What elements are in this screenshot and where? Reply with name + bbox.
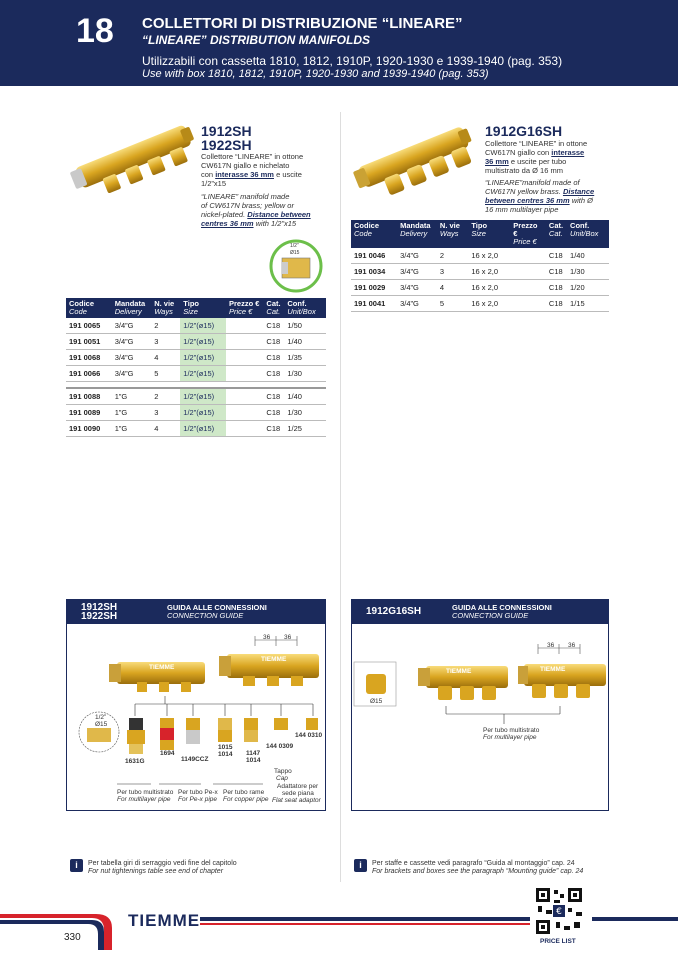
table-row: 191 0041 3/4”G 5 16 x 2,0 C18 1/15 [351, 296, 609, 312]
part-1631g: 1631G [125, 758, 145, 765]
part-144-0310: 144 0310 [295, 732, 323, 739]
brand-mark: TIEMME [446, 668, 472, 675]
table-header-row: Codice Code Mandata Delivery N. vie Ways Tipo Size Prezzo € Price € Cat. Cat. Conf. Unit/Box [66, 298, 326, 318]
chapter-number: 18 [76, 12, 114, 50]
footer-swoosh-icon [0, 910, 132, 950]
footer-bar [592, 917, 678, 921]
table-row: 191 0034 3/4”G 3 16 x 2,0 C18 1/30 [351, 264, 609, 280]
qr-label: PRICE LIST [540, 938, 576, 945]
adaptor-label-en: Flat seat adaptor [272, 797, 321, 804]
inset-label-diameter: Ø15 [95, 721, 108, 728]
inset-label-size: 1/2” [95, 714, 107, 721]
table-row: 191 0051 3/4”G 3 1/2”(ø15) C18 1/40 [66, 334, 326, 350]
brand-mark: TIEMME [540, 666, 566, 673]
product-description-right: Collettore “LINEARE” in ottone CW617N giallo con interasse 36 mm e uscite per tubo multistrato da Ø 16 mm “LINEARE”manifold made of CW617N yellow brass. Distance between centres 36 mm with Ø 16 mm multilayer pipe [485, 139, 595, 214]
dim-label: 36 [547, 642, 555, 649]
table-row: 191 0066 3/4”G 5 1/2”(ø15) C18 1/30 [66, 366, 326, 382]
table-row: 191 0068 3/4”G 4 1/2”(ø15) C18 1/35 [66, 350, 326, 366]
adaptor-label-it-1: Adattatore per [277, 783, 319, 790]
connection-guide-right [351, 599, 609, 811]
multilayer-label-it: Per tubo multistrato [117, 789, 174, 796]
svg-text:€: € [556, 907, 562, 917]
usage-note-en: Use with box 1810, 1812, 1910P, 1920-1930 and 1939-1940 (pag. 353) [142, 68, 489, 80]
part-1694: 1694 [160, 750, 175, 757]
footer-bar [200, 917, 530, 921]
pex-label-it: Per tubo Pe-x [178, 789, 218, 796]
part-1015: 1015 [218, 744, 233, 751]
part-1149ccz: 1149CCZ [181, 756, 209, 763]
copper-label-en: For copper pipe [223, 796, 269, 803]
part-144-0309: 144 0309 [266, 743, 294, 750]
product-description-left: Collettore “LINEARE” in ottone CW617N giallo e nichelato con interasse 36 mm e uscite 1/2”x15 “LINEARE” manifold made of CW617N brass; yellow or nickel-plated. Distance between centres 36 mm with 1/2”x15 [201, 152, 311, 228]
part-1014: 1014 [246, 757, 261, 764]
manifold-1912sh-image [66, 112, 198, 200]
usage-note-it: Utilizzabili con cassetta 1810, 1812, 1910P, 1920-1930 e 1939-1940 (pag. 353) [142, 54, 563, 68]
footer-brand-logo: TIEMME [128, 911, 201, 930]
page-subtitle: “LINEARE” DISTRIBUTION MANIFOLDS [142, 33, 370, 47]
dim-label: 36 [284, 634, 292, 641]
qr-code-icon[interactable] [534, 886, 584, 936]
multilayer-label-it: Per tubo multistrato [483, 727, 540, 734]
guide-header: 1912G16SH GUIDA ALLE CONNESSIONI CONNECTION GUIDE [352, 600, 608, 624]
info-icon: i [354, 859, 367, 872]
dim-label: 36 [263, 634, 271, 641]
table-row: 191 0088 1”G 2 1/2”(ø15) C18 1/40 [66, 388, 326, 405]
brand-mark: TIEMME [261, 656, 287, 663]
product-table-left [66, 298, 326, 437]
badge-label-size: 1/2” [290, 243, 299, 249]
table-row: 191 0090 1”G 4 1/2”(ø15) C18 1/25 [66, 420, 326, 436]
product-code-1912g16sh: 1912G16SH [485, 123, 563, 139]
badge-label-diameter: Ø15 [290, 250, 300, 256]
note-right: Per staffe e cassette vedi paragrafo “Guida al montaggio” cap. 24 For brackets and boxes see the paragraph “Mounting guide” cap. 24 [372, 860, 584, 875]
note-left: Per tabella giri di serraggio vedi fine del capitolo For nut tightenings table see end of chapter [88, 860, 237, 875]
guide-header: 1912SH 1922SH GUIDA ALLE CONNESSIONI CONNECTION GUIDE [67, 600, 325, 624]
connection-guide-right-drawing [352, 624, 608, 810]
table-row: 191 0046 3/4”G 2 16 x 2,0 C18 1/40 [351, 248, 609, 264]
page-title: COLLETTORI DI DISTRIBUZIONE “LINEARE” [142, 15, 463, 32]
cap-label-it: Tappo [274, 768, 292, 775]
copper-label-it: Per tubo rame [223, 789, 265, 796]
multilayer-label-en: For multilayer pipe [483, 734, 537, 741]
info-icon: i [70, 859, 83, 872]
table-row: 191 0065 3/4”G 2 1/2”(ø15) C18 1/50 [66, 318, 326, 334]
table-header-row: Codice Code Mandata Delivery N. vie Ways Tipo Size Prezzo € Price € Cat. Cat. Conf. Unit/Box [351, 220, 609, 248]
brand-mark: TIEMME [149, 664, 175, 671]
cap-label-en: Cap [276, 775, 288, 782]
footer-bar-red [200, 923, 530, 925]
table-row: 191 0029 3/4”G 4 16 x 2,0 C18 1/20 [351, 280, 609, 296]
product-table-right [351, 220, 609, 312]
connection-guide-left [66, 599, 326, 811]
adaptor-label-it-2: sede piana [282, 790, 314, 797]
page-number: 330 [64, 932, 81, 943]
manifold-1912g16sh-image [350, 110, 478, 206]
column-divider [340, 112, 341, 882]
dim-label: 36 [568, 642, 576, 649]
product-code-1922sh: 1922SH [201, 137, 252, 153]
product-code-1912sh: 1912SH [201, 123, 252, 139]
part-1147: 1147 [246, 750, 261, 757]
multilayer-label-en: For multilayer pipe [117, 796, 171, 803]
part-1014: 1014 [218, 751, 233, 758]
inset-label-diameter: Ø15 [370, 698, 383, 705]
table-row: 191 0089 1”G 3 1/2”(ø15) C18 1/30 [66, 404, 326, 420]
pex-label-en: For Pe-x pipe [178, 796, 218, 803]
